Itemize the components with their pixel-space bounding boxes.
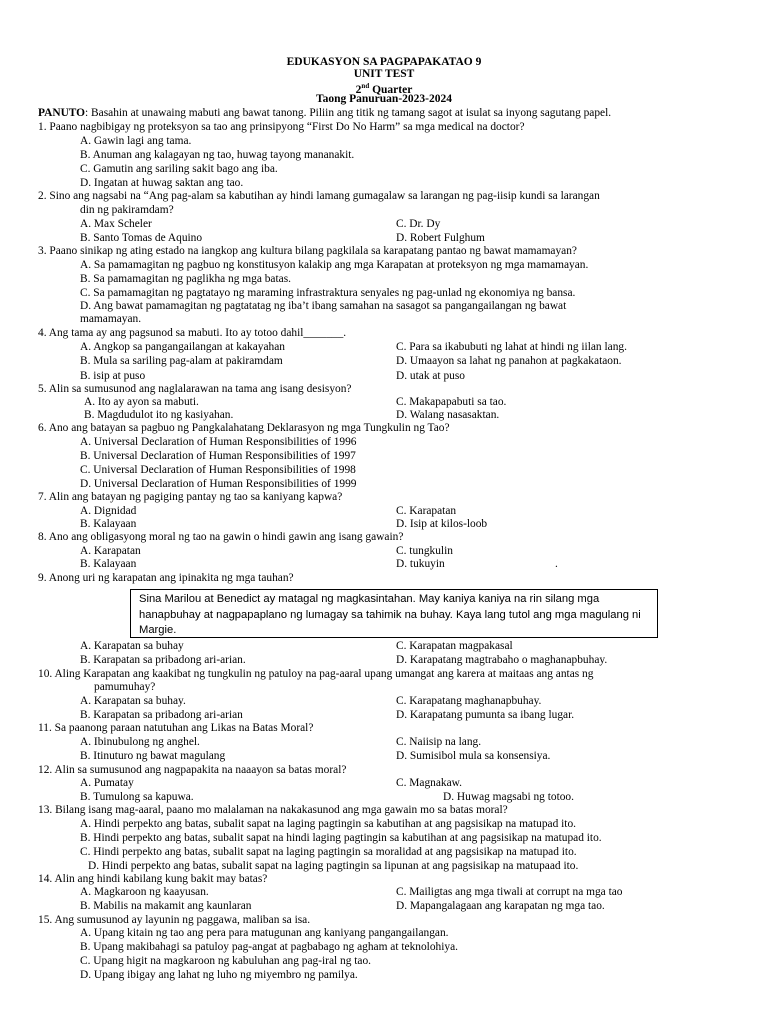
text-line: A. Gawin lagi ang tama. xyxy=(80,135,192,147)
text-line: D. Walang nasasaktan. xyxy=(396,409,500,421)
text-line: 6. Ano ang batayan sa pagbuo ng Pangkalahatang Deklarasyon ng mga Tungkulin ng Tao? xyxy=(38,422,450,434)
text-line: 2. Sino ang nagsabi na “Ang pag-alam sa kabutihan ay hindi lamang gumagalaw sa larangan ng pag-iisip kundi sa larangan xyxy=(38,190,600,202)
text-line: A. Upang kitain ng tao ang pera para matugunan ang kaniyang pangangailangan. xyxy=(80,927,449,939)
text-line: 5. Alin sa sumusunod ang naglalarawan na tama ang isang desisyon? xyxy=(38,383,352,395)
text-line: B. isip at puso xyxy=(80,370,146,382)
text-line: 13. Bilang isang mag-aaral, paano mo malalaman na nakakasunod ang mga gawain mo sa batas moral? xyxy=(38,804,508,816)
text-line: B. Hindi perpekto ang batas, subalit sapat na hindi laging pagtingin sa kabutihan at ang pagsisikap na matupad ito. xyxy=(80,832,602,844)
text-line: D. Mapangalagaan ang karapatan ng mga tao. xyxy=(396,900,605,912)
text-line: din ng pakiramdam? xyxy=(80,204,174,216)
quarter-suffix: nd xyxy=(361,82,370,90)
text-line: D. Karapatang magtrabaho o maghanapbuhay. xyxy=(396,654,608,666)
text-line: B. Mula sa sariling pag-alam at pakiramdam xyxy=(80,355,283,367)
text-line: 12. Alin sa sumusunod ang nagpapakita na naaayon sa batas moral? xyxy=(38,764,347,776)
text-line: C. Mailigtas ang mga tiwali at corrupt na mga tao xyxy=(396,886,623,898)
text-line: C. Gamutin ang sariling sakit bago ang iba. xyxy=(80,163,278,175)
text-line: 11. Sa paanong paraan natutuhan ang Likas na Batas Moral? xyxy=(38,722,314,734)
text-line: C. Makapapabuti sa tao. xyxy=(396,396,507,408)
text-line: 9. Anong uri ng karapatan ang ipinakita ng mga tauhan? xyxy=(38,572,294,584)
text-line: 10. Aling Karapatan ang kaakibat ng tungkulin ng patuloy na pag-aaral upang umangat ang karera at maitaas ang antas ng xyxy=(38,668,594,680)
text-line: C. Para sa ikabubuti ng lahat at hindi ng iilan lang. xyxy=(396,341,627,353)
text-line: 3. Paano sinikap ng ating estado na iangkop ang kultura bilang pagkilala sa karapatang pantao ng bawat mamamayan? xyxy=(38,245,577,257)
text-line: . xyxy=(555,558,558,570)
text-line: B. Santo Tomas de Aquino xyxy=(80,232,203,244)
exam-subtitle: UNIT TEST xyxy=(353,68,415,80)
text-line: D. Sumisibol mula sa konsensiya. xyxy=(396,750,551,762)
text-line: D. Isip at kilos-loob xyxy=(396,518,488,530)
text-line: 14. Alin ang hindi kabilang kung bakit may batas? xyxy=(38,873,268,885)
text-line: 4. Ang tama ay ang pagsunod sa mabuti. Ito ay totoo dahil_______. xyxy=(38,327,347,339)
instructions-label: PANUTO xyxy=(38,107,86,119)
text-line: D. utak at puso xyxy=(396,370,465,382)
text-line: B. Upang makibahagi sa patuloy pag-angat at pagbabago ng agham at teknolohiya. xyxy=(80,941,458,953)
text-line: B. Mabilis na makamit ang kaunlaran xyxy=(80,900,252,912)
text-line: C. Upang higit na magkaroon ng kabuluhan ang pag-iral ng tao. xyxy=(80,955,372,967)
text-line: B. Universal Declaration of Human Responsibilities of 1997 xyxy=(80,450,356,462)
text-line: 15. Ang sumusunod ay layunin ng paggawa, maliban sa isa. xyxy=(38,914,311,926)
text-line: A. Karapatan sa buhay. xyxy=(80,695,186,707)
text-line: C. Karapatan xyxy=(396,505,457,517)
text-line: A. Hindi perpekto ang batas, subalit sapat na laging pagtingin sa kabutihan at ang pagsisikap na matupad ito. xyxy=(80,818,577,830)
text-line: 1. Paano nagbibigay ng proteksyon sa tao ang prinsipyong “First Do No Harm” sa mga medical na doctor? xyxy=(38,121,525,133)
text-line: A. Sa pamamagitan ng pagbuo ng konstitusyon kalakip ang mga Karapatan at proteksyon ng mga mamamayan. xyxy=(80,259,589,271)
text-line: mamamayan. xyxy=(80,313,142,325)
text-line: C. Dr. Dy xyxy=(396,218,441,230)
text-line: A. Ibinubulong ng anghel. xyxy=(80,736,200,748)
text-line: 7. Alin ang batayan ng pagiging pantay ng tao sa kaniyang kapwa? xyxy=(38,491,343,503)
text-line: A. Dignidad xyxy=(80,505,137,517)
text-line: C. Karapatang maghanapbuhay. xyxy=(396,695,542,707)
text-line: D. Ingatan at huwag saktan ang tao. xyxy=(80,177,244,189)
text-line: D. Hindi perpekto ang batas, subalit sapat na laging pagtingin sa lipunan at ang pagsisikap na matupaad ito. xyxy=(88,860,579,872)
text-line: D. Upang ibigay ang lahat ng luho ng miyembro ng pamilya. xyxy=(80,969,358,981)
quarter-word: Quarter xyxy=(369,83,413,96)
text-line: A. Angkop sa pangangailangan at kakayahan xyxy=(80,341,285,353)
text-line: A. Ito ay ayon sa mabuti. xyxy=(84,396,199,408)
text-line: D. tukuyin xyxy=(396,558,445,570)
text-line: B. Kalayaan xyxy=(80,558,137,570)
passage-box: Sina Marilou at Benedict ay matagal ng magkasintahan. May kaniya kaniya na rin silang mga hanapbuhay at nagpapaplano ng lumagay sa tahimik na buhay. Kaya lang tutol ang mga magulang ni Margie. xyxy=(130,589,658,638)
text-line: B. Sa pamamagitan ng paglikha ng mga batas. xyxy=(80,273,291,285)
text-line: D. Ang bawat pamamagitan ng pagtatatag ng iba’t ibang samahan na sasagot sa pangangailangan ng bawat xyxy=(80,300,567,312)
text-line: D. Universal Declaration of Human Responsibilities of 1999 xyxy=(80,478,357,490)
text-line: B. Itinuturo ng bawat magulang xyxy=(80,750,226,762)
instructions-text: : Basahin at unawaing mabuti ang bawat tanong. Piliin ang titik ng tamang sagot at isulat sa inyong sagutang papel. xyxy=(85,107,612,119)
text-line: D. Umaayon sa lahat ng panahon at pagkakataon. xyxy=(396,355,622,367)
text-line: A. Magkaroon ng kaayusan. xyxy=(80,886,209,898)
text-line: C. Universal Declaration of Human Responsibilities of 1998 xyxy=(80,464,356,476)
text-line: B. Karapatan sa pribadong ari-arian xyxy=(80,709,243,721)
quarter-number: 2 xyxy=(355,83,362,96)
exam-title: EDUKASYON SA PAGPAPAKATAO 9 xyxy=(286,56,482,68)
text-line: pamumuhay? xyxy=(94,681,156,693)
text-line: A. Max Scheler xyxy=(80,218,152,230)
text-line: A. Universal Declaration of Human Responsibilities of 1996 xyxy=(80,436,357,448)
text-line: A. Karapatan sa buhay xyxy=(80,640,184,652)
text-line: C. tungkulin xyxy=(396,545,453,557)
text-line: C. Magnakaw. xyxy=(396,777,463,789)
text-line: D. Robert Fulghum xyxy=(396,232,485,244)
text-line: B. Anuman ang kalagayan ng tao, huwag tayong mananakit. xyxy=(80,149,355,161)
text-line: A. Karapatan xyxy=(80,545,141,557)
instructions xyxy=(38,107,611,120)
text-line: D. Karapatang pumunta sa ibang lugar. xyxy=(396,709,575,721)
text-line: B. Karapatan sa pribadong ari-arian. xyxy=(80,654,246,666)
text-line: C. Sa pamamagitan ng pagtatayo ng maraming infrastraktura senyales ng pag-unlad ng ekonomiya ng bansa. xyxy=(80,287,576,299)
text-line: C. Hindi perpekto ang batas, subalit sapat na laging pagtingin sa moralidad at ang pagsisikap na matupad ito. xyxy=(80,846,577,858)
text-line: B. Magdudulot ito ng kasiyahan. xyxy=(84,409,234,421)
text-line: A. Pumatay xyxy=(80,777,134,789)
text-line: C. Naiisip na lang. xyxy=(396,736,482,748)
text-line: B. Kalayaan xyxy=(80,518,137,530)
text-line: D. Huwag magsabi ng totoo. xyxy=(443,791,574,803)
text-line: 8. Ano ang obligasyong moral ng tao na gawin o hindi gawin ang isang gawain? xyxy=(38,531,404,543)
school-year: Taong Panuruan-2023-2024 xyxy=(315,93,452,105)
text-line: B. Tumulong sa kapuwa. xyxy=(80,791,194,803)
text-line: C. Karapatan magpakasal xyxy=(396,640,513,652)
